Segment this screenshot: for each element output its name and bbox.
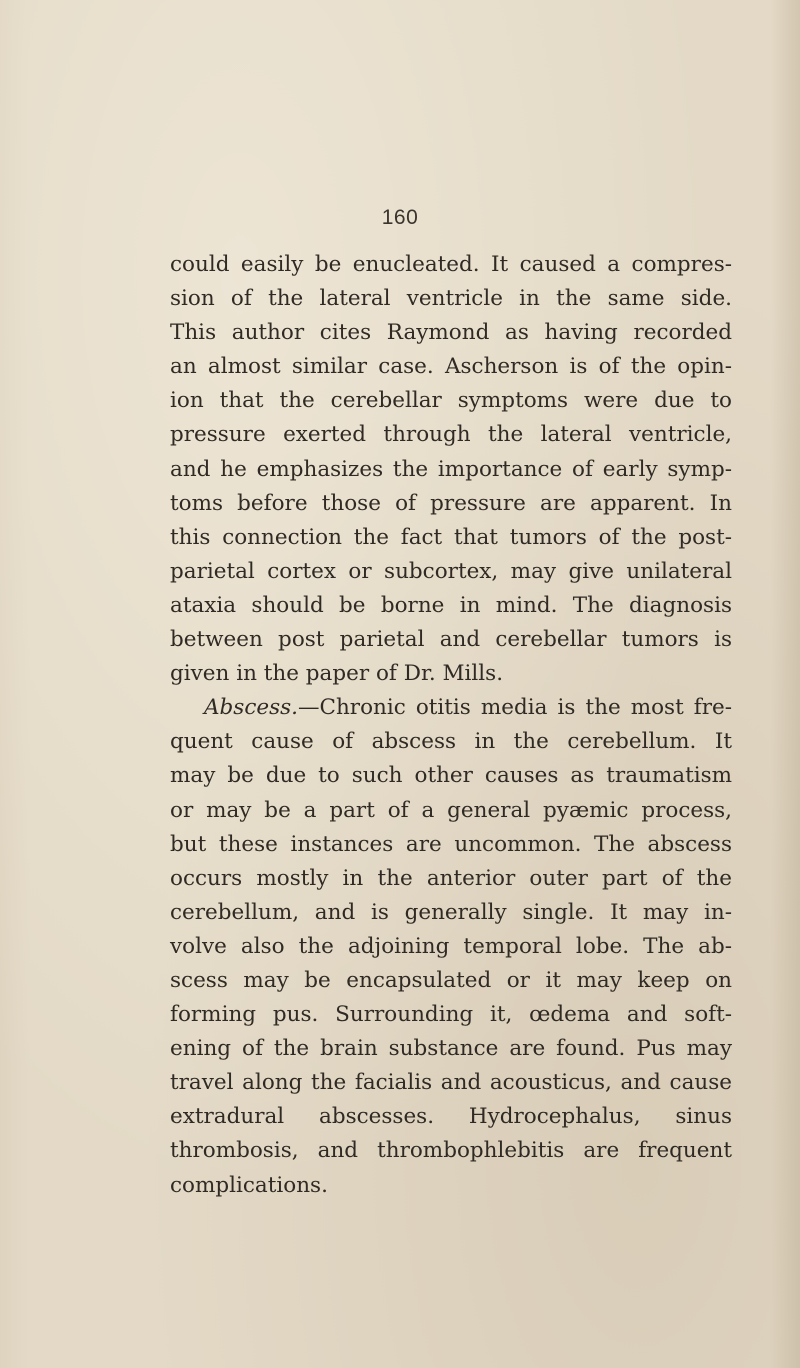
text-line: complications. — [170, 1172, 328, 1198]
page-number: 160 — [381, 206, 419, 229]
paragraph-abscess — [170, 691, 732, 1202]
text-line: pressure exerted through the lateral ventricle, — [170, 422, 732, 448]
text-line: quent cause of abscess in the cerebellum. It — [170, 729, 732, 755]
text-line-rest: —Chronic otitis media is the most fre- — [298, 695, 732, 721]
text-line: forming pus. Surrounding it, œdema and soft- — [170, 1002, 732, 1028]
text-line: ening of the brain substance are found. Pus may — [170, 1036, 732, 1062]
text-line: toms before those of pressure are apparent. In — [170, 490, 732, 516]
section-heading-abscess: Abscess. — [204, 695, 298, 721]
text-line: volve also the adjoining temporal lobe. The ab- — [170, 933, 732, 959]
text-line: given in the paper of Dr. Mills. — [170, 661, 504, 687]
text-line: or may be a part of a general pyæmic process, — [170, 797, 732, 823]
text-line: scess may be encapsulated or it may keep on — [170, 967, 732, 993]
body-text — [170, 248, 732, 1203]
text-line: ataxia should be borne in mind. The diagnosis — [170, 592, 732, 618]
text-line: could easily be enucleated. It caused a compres- — [170, 252, 732, 277]
text-line: cerebellum, and is generally single. It may in- — [170, 899, 732, 925]
text-line: and he emphasizes the importance of early symp- — [170, 456, 732, 482]
text-line: This author cites Raymond as having recorded — [170, 320, 732, 346]
paragraph-tumor-continuation — [170, 248, 732, 691]
text-line: thrombosis, and thrombophlebitis are frequent — [170, 1138, 732, 1164]
text-line: but these instances are uncommon. The abscess — [170, 831, 732, 857]
text-line: travel along the facialis and acousticus, and cause — [170, 1070, 732, 1096]
text-line: sion of the lateral ventricle in the same side. — [170, 286, 732, 312]
text-line: extradural abscesses. Hydrocephalus, sinus — [170, 1104, 732, 1130]
text-line: an almost similar case. Ascherson is of the opin- — [170, 354, 732, 380]
text-line: occurs mostly in the anterior outer part of the — [170, 865, 732, 891]
text-line — [170, 691, 732, 725]
text-line: parietal cortex or subcortex, may give unilateral — [170, 558, 732, 584]
text-line: between post parietal and cerebellar tumors is — [170, 627, 732, 653]
text-line: may be due to such other causes as traumatism — [170, 763, 732, 789]
text-line: this connection the fact that tumors of the post- — [170, 524, 732, 550]
text-line: ion that the cerebellar symptoms were due to — [170, 388, 732, 414]
